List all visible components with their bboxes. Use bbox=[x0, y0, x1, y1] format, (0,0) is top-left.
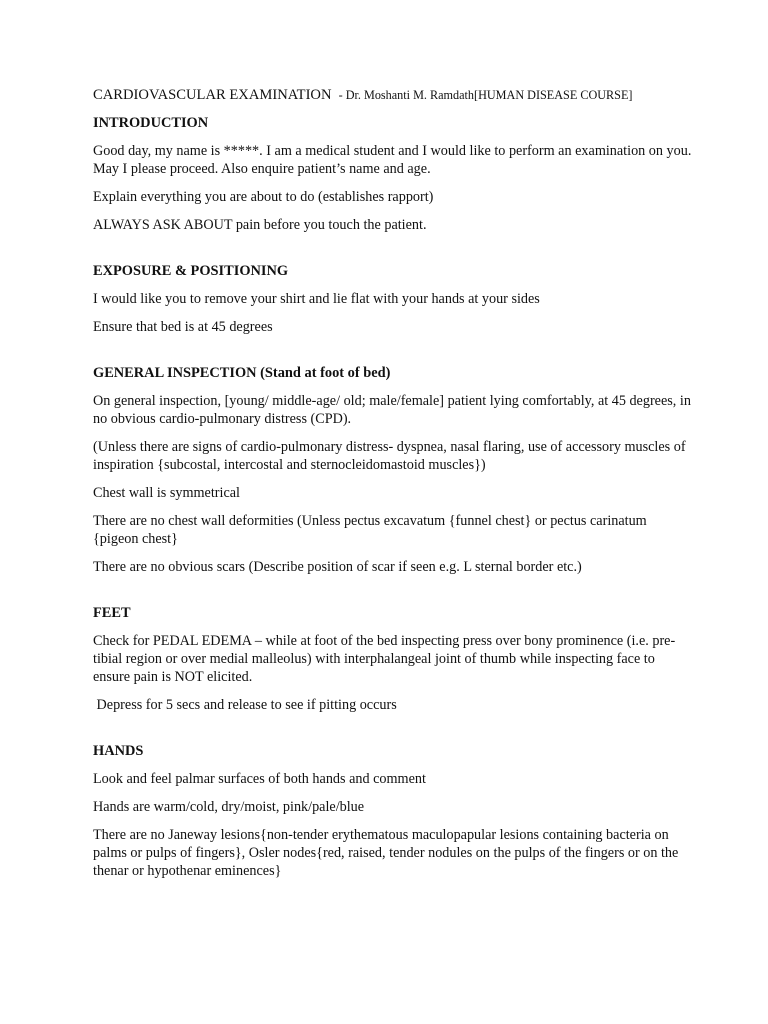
title-main: CARDIOVASCULAR EXAMINATION bbox=[93, 87, 332, 103]
paragraph: I would like you to remove your shirt and lie flat with your hands at your sides bbox=[93, 291, 540, 307]
section-exposure-positioning bbox=[93, 262, 693, 336]
document-title bbox=[93, 86, 693, 104]
paragraph: Look and feel palmar surfaces of both hands and comment bbox=[93, 771, 426, 787]
section-heading: INTRODUCTION bbox=[93, 115, 209, 131]
document-content bbox=[93, 86, 693, 890]
paragraph: ALWAYS ASK ABOUT pain before you touch the patient. bbox=[93, 217, 427, 233]
paragraph: Hands are warm/cold, dry/moist, pink/pale/blue bbox=[93, 799, 365, 815]
paragraph: Check for PEDAL EDEMA – while at foot of the bed inspecting press over bony prominence (i.e. pre-tibial region or over medial malleolus) with interphalangeal joint of thumb while inspecting face to ensure pain is NOT elicited. bbox=[93, 633, 676, 685]
section-heading: FEET bbox=[93, 605, 131, 621]
paragraph: There are no Janeway lesions{non-tender erythematous maculopapular lesions containing bacteria on palms or pulps of fingers}, Osler nodes{red, raised, tender nodules on the pulps of the fingers or on the thenar or hypothenar eminences} bbox=[93, 827, 679, 879]
section-spacer bbox=[93, 244, 693, 262]
paragraph: Depress for 5 secs and release to see if pitting occurs bbox=[93, 697, 397, 713]
section-spacer bbox=[93, 346, 693, 364]
paragraph: Chest wall is symmetrical bbox=[93, 485, 240, 501]
section-spacer bbox=[93, 586, 693, 604]
paragraph: There are no chest wall deformities (Unless pectus excavatum {funnel chest} or pectus carinatum {pigeon chest} bbox=[93, 513, 647, 547]
section-heading: GENERAL INSPECTION (Stand at foot of bed) bbox=[93, 365, 391, 381]
section-heading: EXPOSURE & POSITIONING bbox=[93, 263, 289, 279]
paragraph: There are no obvious scars (Describe position of scar if seen e.g. L sternal border etc.) bbox=[93, 559, 582, 575]
paragraph: Explain everything you are about to do (establishes rapport) bbox=[93, 189, 434, 205]
section-introduction bbox=[93, 114, 693, 234]
paragraph: On general inspection, [young/ middle-age/ old; male/female] patient lying comfortably, at 45 degrees, in no obvious cardio-pulmonary distress (CPD). bbox=[93, 393, 691, 427]
section-general-inspection bbox=[93, 364, 693, 576]
section-heading: HANDS bbox=[93, 743, 144, 759]
title-author: - Dr. Moshanti M. Ramdath[HUMAN DISEASE COURSE] bbox=[338, 88, 633, 102]
paragraph: Good day, my name is *****. I am a medical student and I would like to perform an examination on you. May I please proceed. Also enquire patient’s name and age. bbox=[93, 143, 692, 177]
paragraph: (Unless there are signs of cardio-pulmonary distress- dyspnea, nasal flaring, use of accessory muscles of inspiration {subcostal, intercostal and sternocleidomastoid muscles}) bbox=[93, 439, 686, 473]
section-spacer bbox=[93, 724, 693, 742]
paragraph: Ensure that bed is at 45 degrees bbox=[93, 319, 273, 335]
section-hands bbox=[93, 742, 693, 880]
section-feet bbox=[93, 604, 693, 714]
